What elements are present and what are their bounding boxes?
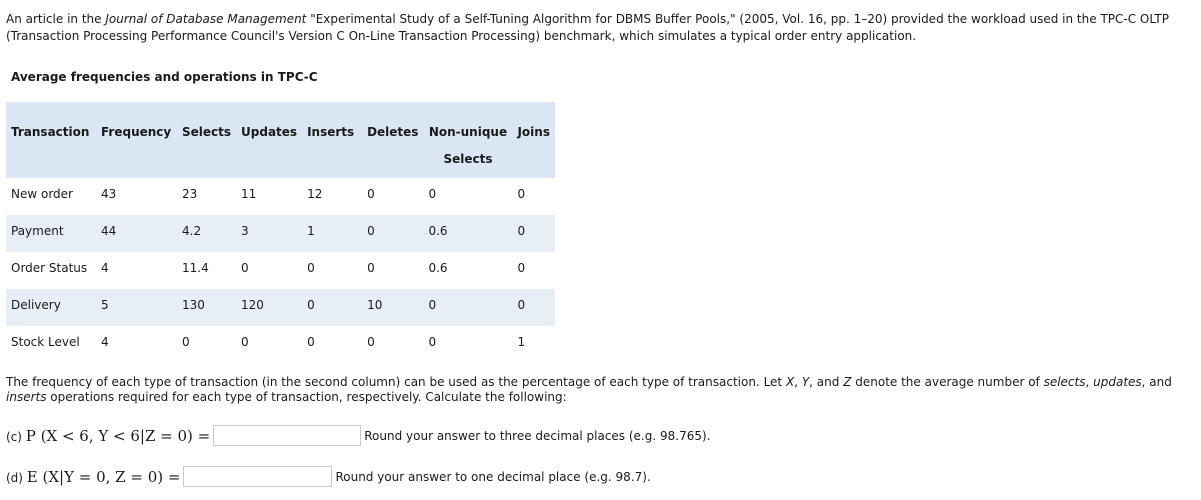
header-transaction: Transaction <box>11 125 90 139</box>
cell-non-unique-selects: 0 <box>428 335 437 349</box>
cell-selects: 4.2 <box>182 224 202 238</box>
header-deletes: Deletes <box>367 125 419 139</box>
cell-deletes: 10 <box>367 298 383 312</box>
cell-transaction: Stock Level <box>11 335 80 349</box>
table-row <box>6 178 555 215</box>
cell-deletes: 0 <box>367 335 375 349</box>
part-d-formula: E (X|Y = 0, Z = 0) = <box>26 467 181 486</box>
cell-inserts: 0 <box>307 335 315 349</box>
question-text: , <box>1085 375 1094 389</box>
cell-frequency: 5 <box>101 298 109 312</box>
question-text: operations required for each type of transaction, respectively. Calculate the following: <box>46 390 567 404</box>
intro-text-before: An article in the <box>6 12 106 26</box>
cell-transaction: Delivery <box>11 298 61 312</box>
cell-joins: 1 <box>517 335 526 349</box>
cell-inserts: 1 <box>307 224 315 238</box>
term-updates: updates <box>1093 375 1142 389</box>
intro-text-after: "Experimental Study of a Self-Tuning Algorithm for DBMS Buffer Pools," (2005, Vol. 16, pp. 1–20) provided the workload used in the TPC-C OLTP (Transaction Processing Performance Council's Version C On-Line Transaction Processing) benchmark, which simulates a typical order entry application. <box>6 12 1169 43</box>
table-title: Average frequencies and operations in TPC-C <box>11 70 318 84</box>
intro-paragraph <box>6 11 1198 45</box>
header-non-unique-selects: Non-unique Selects <box>428 125 508 166</box>
question-paragraph <box>6 375 1198 405</box>
question-text: , and <box>809 375 844 389</box>
cell-joins: 0 <box>517 224 526 238</box>
part-c-answer-input[interactable] <box>213 425 361 446</box>
part-d-answer-input[interactable] <box>183 466 332 487</box>
question-text: , <box>794 375 802 389</box>
cell-joins: 0 <box>517 298 526 312</box>
header-inserts: Inserts <box>307 125 355 139</box>
var-y: Y <box>801 375 810 389</box>
cell-updates: 0 <box>241 261 249 275</box>
cell-deletes: 0 <box>367 187 375 201</box>
part-d-hint: Round your answer to one decimal place (e.g. 98.7). <box>335 469 651 484</box>
cell-frequency: 4 <box>101 335 109 349</box>
cell-joins: 0 <box>517 187 526 201</box>
question-text: , and <box>1141 375 1172 389</box>
cell-updates: 11 <box>241 187 257 201</box>
table-row <box>6 252 555 289</box>
cell-frequency: 43 <box>101 187 117 201</box>
cell-non-unique-selects: 0 <box>428 187 437 201</box>
cell-transaction: Order Status <box>11 261 88 275</box>
part-d-label: (d) <box>6 470 27 485</box>
part-d-expression <box>6 468 180 486</box>
cell-updates: 120 <box>241 298 264 312</box>
question-text: The frequency of each type of transaction (in the second column) can be used as the percentage of each type of transaction. Let <box>6 375 786 389</box>
cell-inserts: 0 <box>307 261 315 275</box>
cell-selects: 130 <box>182 298 205 312</box>
cell-non-unique-selects: 0.6 <box>428 261 448 275</box>
cell-transaction: New order <box>11 187 73 201</box>
cell-non-unique-selects: 0.6 <box>428 224 448 238</box>
cell-deletes: 0 <box>367 224 375 238</box>
term-inserts: inserts <box>6 390 47 404</box>
table-row <box>6 289 555 326</box>
tpcc-table <box>6 102 555 363</box>
cell-inserts: 0 <box>307 298 315 312</box>
cell-non-unique-selects: 0 <box>428 298 437 312</box>
cell-inserts: 12 <box>307 187 323 201</box>
part-c-row <box>6 425 710 446</box>
header-updates: Updates <box>241 125 298 139</box>
header-joins: Joins <box>517 125 550 139</box>
part-c-hint: Round your answer to three decimal places (e.g. 98.765). <box>364 428 711 443</box>
term-selects: selects <box>1043 375 1086 389</box>
question-text: denote the average number of <box>851 375 1044 389</box>
cell-frequency: 44 <box>101 224 117 238</box>
journal-name: Journal of Database Management <box>105 12 307 26</box>
cell-updates: 3 <box>241 224 249 238</box>
part-c-expression <box>6 427 210 445</box>
table-row <box>6 326 555 363</box>
header-selects: Selects <box>182 125 232 139</box>
cell-selects: 23 <box>182 187 198 201</box>
cell-transaction: Payment <box>11 224 64 238</box>
header-frequency: Frequency <box>101 125 172 139</box>
var-x: X <box>785 375 795 389</box>
cell-updates: 0 <box>241 335 249 349</box>
cell-selects: 0 <box>182 335 190 349</box>
cell-joins: 0 <box>517 261 526 275</box>
cell-frequency: 4 <box>101 261 109 275</box>
part-d-row <box>6 466 651 487</box>
var-z: Z <box>843 375 852 389</box>
part-c-formula: P (X < 6, Y < 6|Z = 0) = <box>25 426 211 445</box>
table-row <box>6 215 555 252</box>
table-header-row <box>6 102 555 178</box>
cell-selects: 11.4 <box>182 261 209 275</box>
cell-deletes: 0 <box>367 261 375 275</box>
part-c-label: (c) <box>6 429 26 444</box>
